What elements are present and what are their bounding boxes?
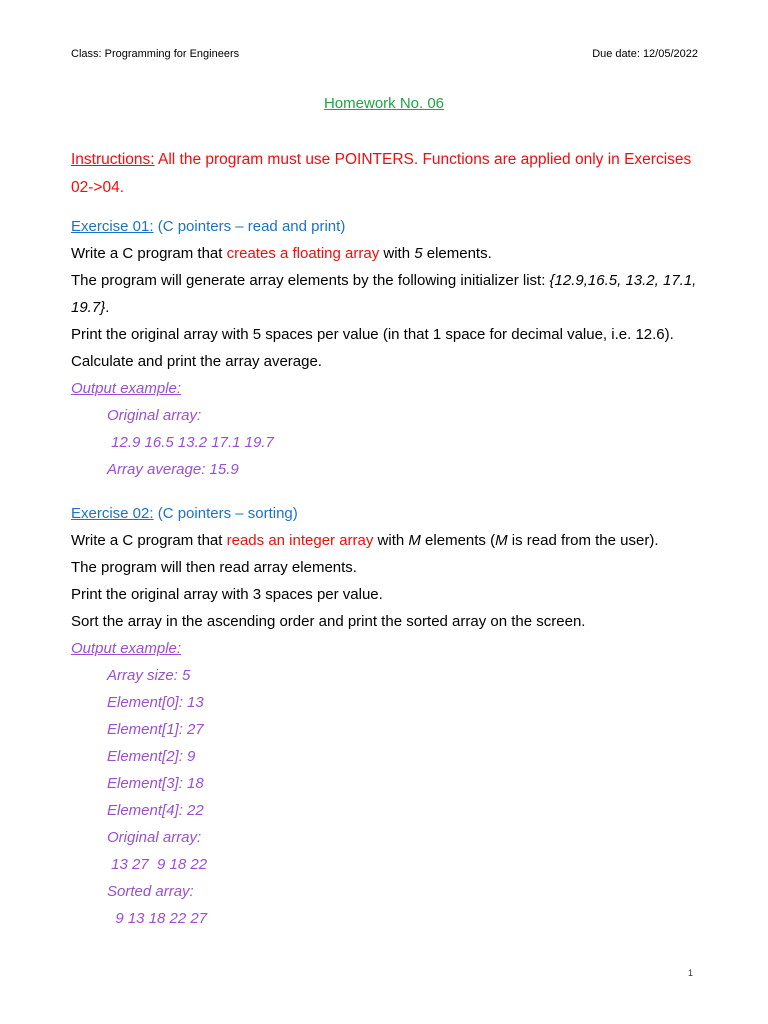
exercise-02-output-line: Element[4]: 22 (107, 802, 204, 819)
exercise-01-output-line: Original array: (107, 407, 202, 424)
exercise-02-heading (71, 505, 298, 522)
page-title: Homework No. 06 (323, 95, 445, 112)
highlight-text: creates a floating array (226, 245, 380, 262)
text-run: . (105, 299, 110, 316)
exercise-02-output-line: Sorted array: (107, 883, 194, 900)
exercise-02-label: Exercise 02: (71, 505, 154, 522)
exercise-02-line4: Sort the array in the ascending order and print the sorted array on the screen. (71, 613, 586, 630)
initializer-list: {12.9,16.5, 13.2, 17.1, (549, 272, 697, 289)
exercise-01-line2 (71, 272, 696, 289)
instructions-text: All the program must use POINTERS. Functions are applied only in Exercises 02->04. (71, 151, 692, 196)
exercise-01-line1 (71, 245, 492, 262)
exercise-01-output-line: 12.9 16.5 13.2 17.1 19.7 (107, 434, 274, 451)
class-label: Class: Programming for Engineers (71, 48, 240, 60)
instructions-label: Instructions: (71, 151, 155, 168)
exercise-02-subtitle: (C pointers – sorting) (153, 505, 298, 522)
element-count: 5 (414, 245, 423, 262)
exercise-02-output-line: Original array: (107, 829, 202, 846)
exercise-02-output-label: Output example: (71, 640, 182, 657)
exercise-01-heading (71, 218, 345, 235)
exercise-02-output-line: Element[0]: 13 (107, 694, 204, 711)
page-number: 1 (687, 968, 693, 978)
exercise-01-output-line: Array average: 15.9 (107, 461, 239, 478)
exercise-02-line2: The program will then read array elements. (71, 559, 357, 576)
text-run: with (373, 532, 409, 549)
initializer-list-end: 19.7} (71, 299, 106, 316)
due-date: Due date: 12/05/2022 (592, 48, 698, 60)
exercise-01-output-label: Output example: (71, 380, 182, 397)
variable-m: M (408, 532, 421, 549)
exercise-02-output-line: Element[3]: 18 (107, 775, 204, 792)
text-run: The program will generate array elements by the following initializer list: (71, 272, 550, 289)
text-run: is read from the user). (507, 532, 659, 549)
text-run: Write a C program that (71, 245, 227, 262)
exercise-01-subtitle: (C pointers – read and print) (153, 218, 346, 235)
text-run: with (379, 245, 415, 262)
exercise-02-line3: Print the original array with 3 spaces per value. (71, 586, 383, 603)
text-run: elements. (422, 245, 492, 262)
exercise-02-output-line: Array size: 5 (107, 667, 191, 684)
text-run: elements ( (420, 532, 496, 549)
exercise-01-label: Exercise 01: (71, 218, 154, 235)
exercise-01-line3: Print the original array with 5 spaces per value (in that 1 space for decimal value, i.e. 12.6). (71, 326, 674, 343)
text-run: Write a C program that (71, 532, 227, 549)
variable-m: M (495, 532, 508, 549)
exercise-02-output-line: Element[1]: 27 (107, 721, 204, 738)
highlight-text: reads an integer array (226, 532, 374, 549)
exercise-02-output-line: 13 27 9 18 22 (107, 856, 208, 873)
exercise-02-output-line: 9 13 18 22 27 (107, 910, 208, 927)
exercise-02-line1 (71, 532, 658, 549)
exercise-01-line4: Calculate and print the array average. (71, 353, 322, 370)
instructions (71, 146, 699, 202)
exercise-02-output-line: Element[2]: 9 (107, 748, 196, 765)
exercise-01-line2-cont (71, 299, 109, 316)
